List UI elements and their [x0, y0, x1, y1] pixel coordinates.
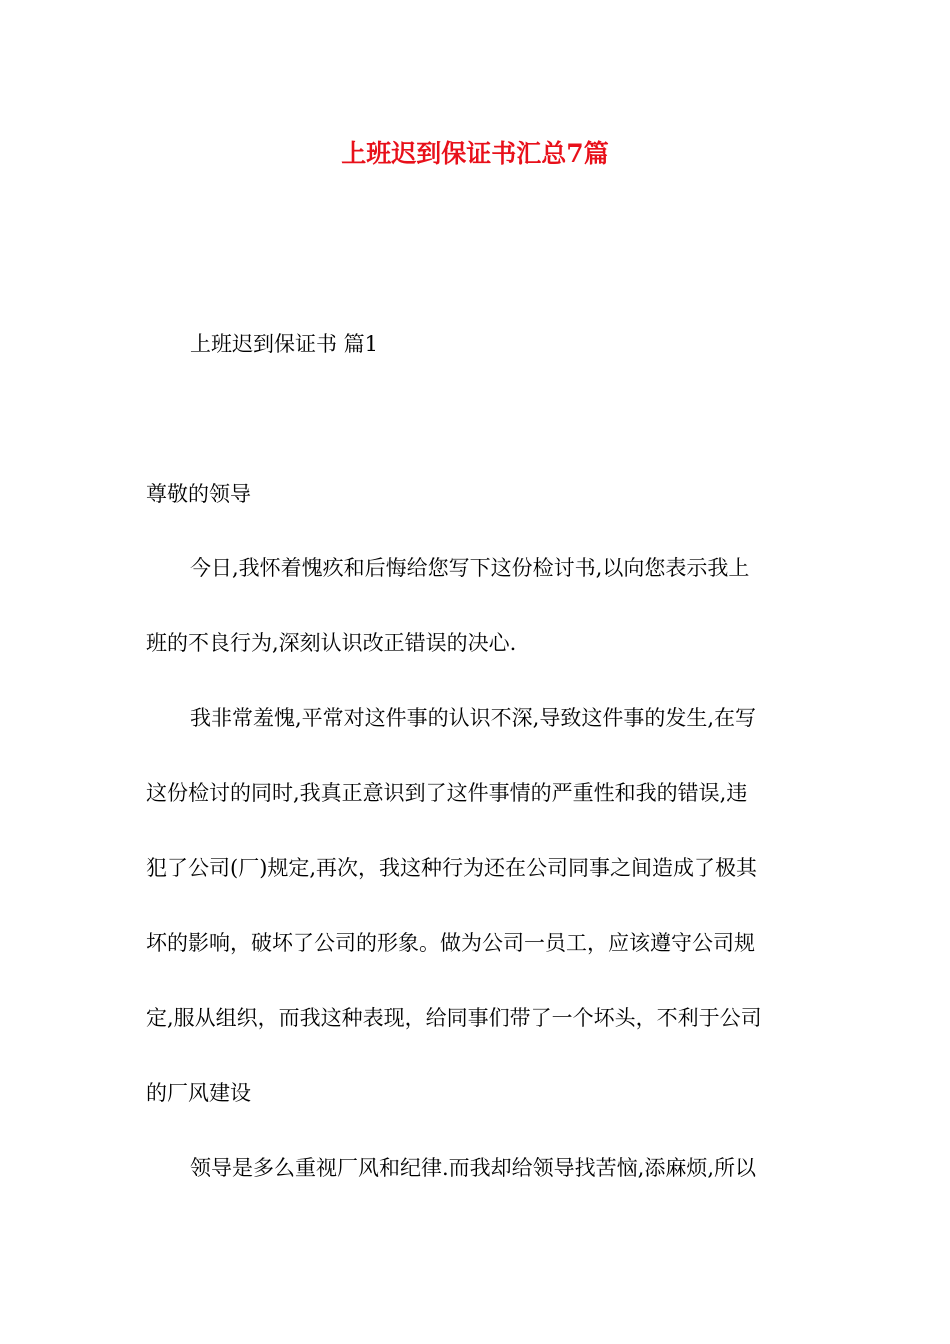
paragraph-line: 的厂风建设 [146, 1081, 251, 1105]
paragraph-line: 定,服从组织，而我这种表现，给同事们带了一个坏头，不利于公司 [146, 1006, 762, 1030]
document-title: 上班迟到保证书汇总7篇 [341, 139, 609, 168]
paragraph-line: 领导是多么重视厂风和纪律.而我却给领导找苦恼,添麻烦,所以 [190, 1156, 757, 1180]
salutation: 尊敬的领导 [146, 482, 251, 506]
section-heading: 上班迟到保证书 篇1 [190, 332, 379, 356]
paragraph-line: 坏的影响，破坏了公司的形象。做为公司一员工，应该遵守公司规 [146, 931, 755, 955]
paragraph-line: 班的不良行为,深刻认识改正错误的决心. [146, 631, 517, 655]
paragraph-line: 犯了公司(厂)规定,再次，我这种行为还在公司同事之间造成了极其 [146, 856, 758, 880]
paragraph-line: 今日,我怀着愧疚和后悔给您写下这份检讨书,以向您表示我上 [190, 556, 750, 580]
paragraph-line: 这份检讨的同时,我真正意识到了这件事情的严重性和我的错误,违 [146, 781, 748, 805]
paragraph-line: 我非常羞愧,平常对这件事的认识不深,导致这件事的发生,在写 [190, 706, 757, 730]
